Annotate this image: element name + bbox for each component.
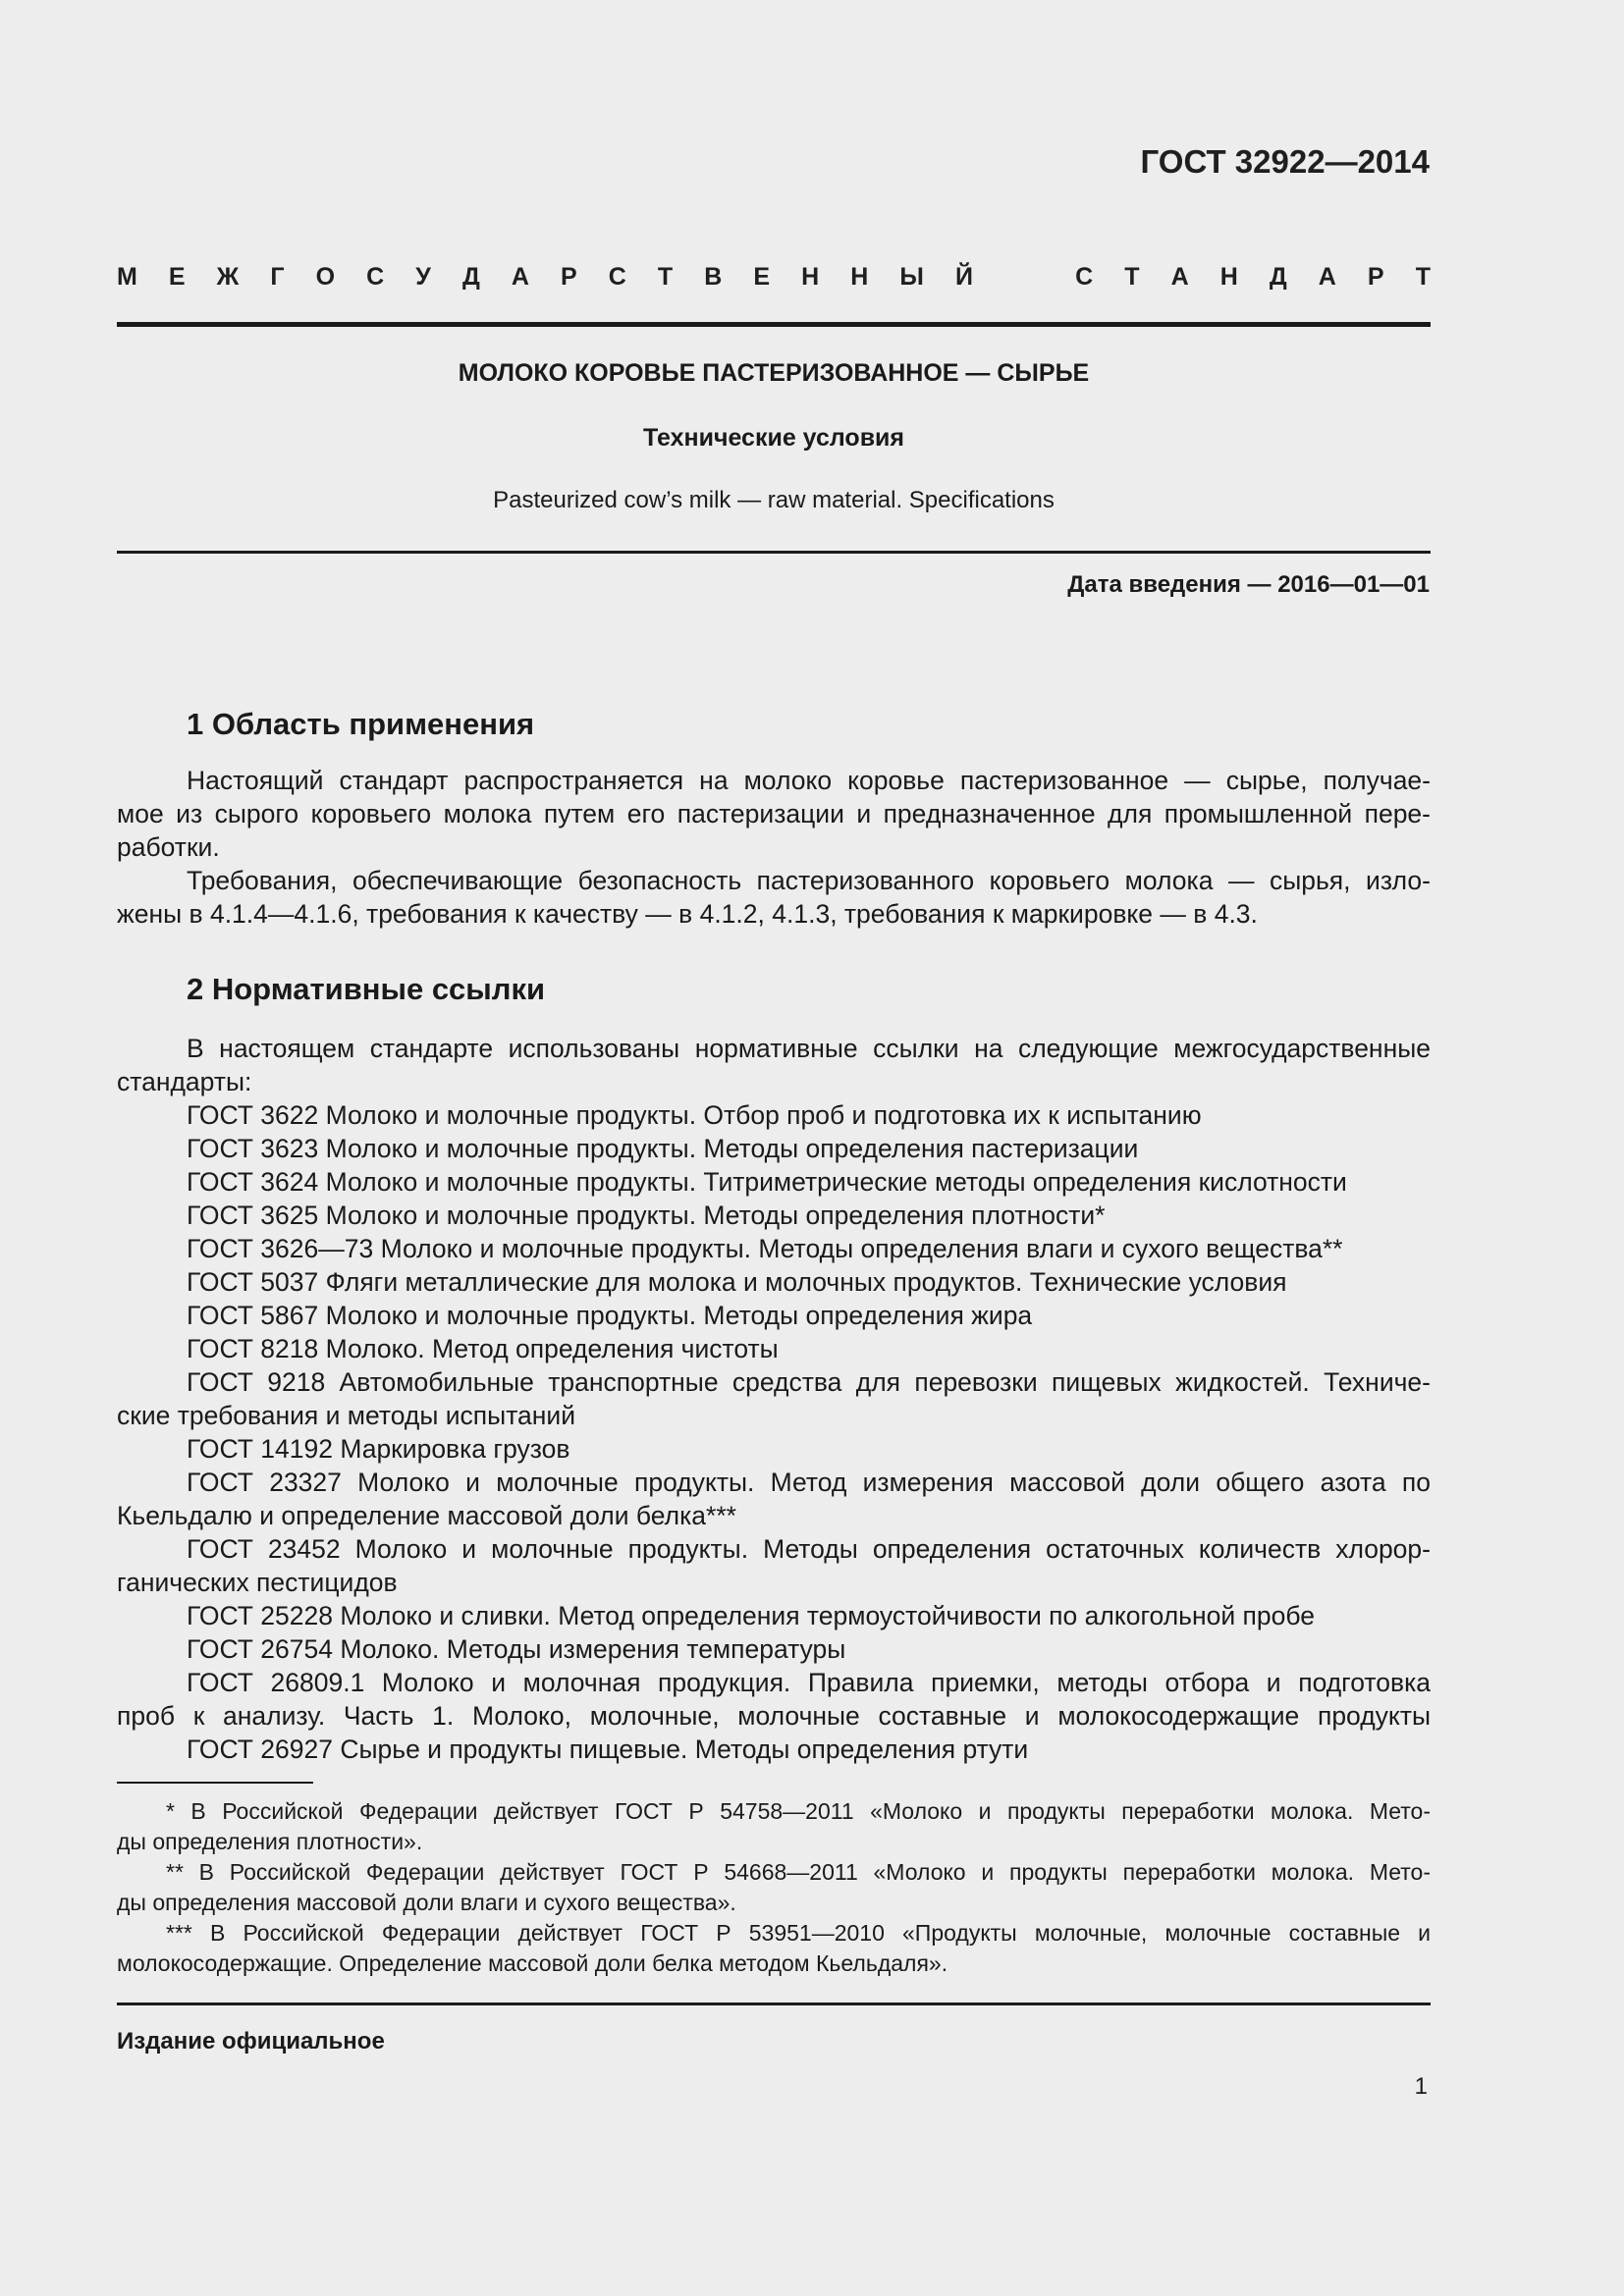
- reference-item-continued: ганических пестицидов: [117, 1568, 398, 1597]
- footnotes: [117, 1796, 1431, 1979]
- footnote-line: ды определения массовой доли влаги и сухого вещества».: [117, 1890, 736, 1915]
- banner-letter: Ы: [899, 263, 924, 291]
- banner-letter: Ж: [216, 263, 240, 291]
- bottom-rule: [117, 2002, 1431, 2005]
- footnote-line: молокосодержащие. Определение массовой доли белка методом Кьельдаля».: [117, 1950, 948, 1976]
- text-line: жены в 4.1.4—4.1.6, требования к качеству — в 4.1.2, 4.1.3, требования к маркировке — в 4.3.: [117, 899, 1258, 929]
- banner-letter: Г: [270, 263, 285, 291]
- footnote-separator: [117, 1782, 313, 1784]
- reference-item: ГОСТ 8218 Молоко. Метод определения чистоты: [187, 1334, 779, 1363]
- introduction-date: Дата введения — 2016—01—01: [1067, 571, 1430, 598]
- banner-letter: Н: [1219, 263, 1238, 291]
- banner-letter: А: [1170, 263, 1189, 291]
- reference-item-continued: Кьельдалю и определение массовой доли белка***: [117, 1501, 736, 1530]
- text-line: В настоящем стандарте использованы нормативные ссылки на следующие межгосударственные: [187, 1034, 1431, 1063]
- banner-letter: Р: [1367, 263, 1384, 291]
- section-2-heading: 2 Нормативные ссылки: [187, 972, 546, 1006]
- reference-item: ГОСТ 3622 Молоко и молочные продукты. Отбор проб и подготовка их к испытанию: [187, 1100, 1202, 1130]
- footnote-line: * В Российской Федерации действует ГОСТ Р 54758—2011 «Молоко и продукты переработки молока. Мето-: [166, 1798, 1431, 1824]
- reference-item: ГОСТ 3626—73 Молоко и молочные продукты. Методы определения влаги и сухого вещества**: [187, 1234, 1343, 1263]
- footnote-line: *** В Российской Федерации действует ГОСТ Р 53951—2010 «Продукты молочные, молочные составные и: [166, 1920, 1431, 1946]
- reference-item: ГОСТ 23452 Молоко и молочные продукты. Методы определения остаточных количеств хлорор-: [187, 1534, 1431, 1564]
- text-line: работки.: [117, 832, 220, 862]
- reference-item: ГОСТ 25228 Молоко и сливки. Метод определения термоустойчивости по алкогольной пробе: [187, 1601, 1315, 1630]
- banner-word-gap: [1004, 263, 1044, 292]
- section-2-body: [117, 1032, 1431, 1766]
- text-line: стандарты:: [117, 1067, 252, 1096]
- text-line: мое из сырого коровьего молока путем его пастеризации и предназначенное для промышленной пере-: [117, 799, 1431, 828]
- banner-letter: Д: [1269, 263, 1287, 291]
- banner-letter: В: [704, 263, 723, 291]
- reference-item: ГОСТ 3624 Молоко и молочные продукты. Титриметрические методы определения кислотности: [187, 1167, 1347, 1197]
- banner-letter: Н: [850, 263, 869, 291]
- reference-item: ГОСТ 26809.1 Молоко и молочная продукция. Правила приемки, методы отбора и подготовка: [187, 1668, 1431, 1697]
- banner-letter: Е: [168, 263, 186, 291]
- banner-letter: Т: [1124, 263, 1140, 291]
- title-bottom-rule: [117, 551, 1431, 554]
- document-subtitle: Технические условия: [642, 424, 905, 452]
- banner-letter: Д: [461, 263, 480, 291]
- reference-item: ГОСТ 26927 Сырье и продукты пищевые. Методы определения ртути: [187, 1735, 1029, 1764]
- banner-letter: А: [511, 263, 529, 291]
- official-edition-label: Издание официальное: [117, 2028, 385, 2055]
- reference-item-continued: ские требования и методы испытаний: [117, 1401, 576, 1430]
- banner-letter: Р: [560, 263, 577, 291]
- reference-item: ГОСТ 23327 Молоко и молочные продукты. Метод измерения массовой доли общего азота по: [187, 1468, 1431, 1497]
- reference-item: ГОСТ 14192 Маркировка грузов: [187, 1434, 570, 1464]
- page-number: 1: [1414, 2073, 1428, 2100]
- section-1-heading: 1 Область применения: [187, 707, 535, 741]
- english-title: Pasteurized cow’s milk — raw material. Specifications: [493, 487, 1055, 513]
- text-line: Требования, обеспечивающие безопасность пастеризованного коровьего молока — сырья, изло-: [187, 866, 1431, 895]
- banner-letter: С: [366, 263, 385, 291]
- top-rule: [117, 322, 1431, 327]
- reference-item: ГОСТ 5867 Молоко и молочные продукты. Методы определения жира: [187, 1301, 1033, 1330]
- text-line: Настоящий стандарт распространяется на молоко коровье пастеризованное — сырье, получае-: [187, 766, 1431, 795]
- section-1-body: [117, 764, 1431, 931]
- banner-letter: С: [608, 263, 626, 291]
- banner-letter: Е: [753, 263, 771, 291]
- footnote-line: ** В Российской Федерации действует ГОСТ Р 54668—2011 «Молоко и продукты переработки молока. Мето-: [166, 1859, 1431, 1885]
- document-title: МОЛОКО КОРОВЬЕ ПАСТЕРИЗОВАННОЕ — СЫРЬЕ: [458, 359, 1090, 387]
- reference-item: ГОСТ 26754 Молоко. Методы измерения температуры: [187, 1634, 846, 1664]
- banner-letter: Т: [657, 263, 674, 291]
- standard-type-banner: [117, 263, 1431, 292]
- reference-item-continued: проб к анализу. Часть 1. Молоко, молочные, молочные составные и молокосодержащие продукты: [117, 1701, 1431, 1731]
- banner-letter: М: [117, 263, 137, 291]
- reference-item: ГОСТ 3625 Молоко и молочные продукты. Методы определения плотности*: [187, 1201, 1106, 1230]
- footnote-line: ды определения плотности».: [117, 1829, 423, 1854]
- reference-item: ГОСТ 9218 Автомобильные транспортные средства для перевозки пищевых жидкостей. Техниче-: [187, 1367, 1431, 1397]
- banner-letter: У: [415, 263, 431, 291]
- banner-letter: А: [1318, 263, 1336, 291]
- reference-item: ГОСТ 5037 Фляги металлические для молока и молочных продуктов. Технические условия: [187, 1267, 1287, 1297]
- banner-letter: Т: [1415, 263, 1431, 291]
- banner-letter: Й: [954, 263, 973, 291]
- banner-letter: С: [1075, 263, 1094, 291]
- document-number: ГОСТ 32922—2014: [1140, 143, 1430, 180]
- banner-letter: Н: [801, 263, 820, 291]
- banner-letter: О: [315, 263, 336, 291]
- reference-item: ГОСТ 3623 Молоко и молочные продукты. Методы определения пастеризации: [187, 1134, 1139, 1163]
